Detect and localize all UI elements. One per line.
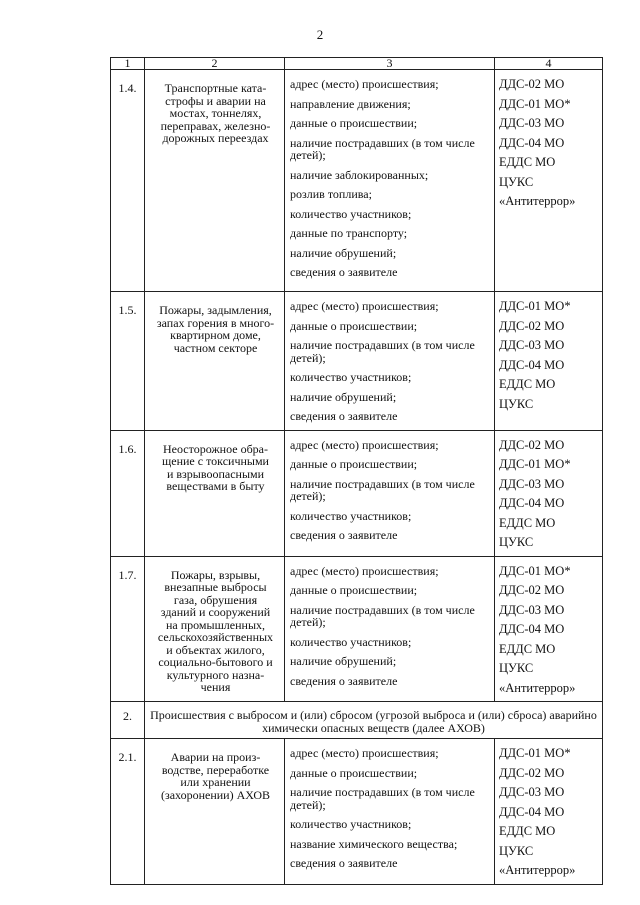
- service-item: ДДС-01 МО*: [499, 746, 571, 760]
- incident-name-line: запах горения в много-: [156, 315, 275, 330]
- incident-name-line: и взрывоопасными: [166, 466, 265, 481]
- row-number: 1.6.: [111, 430, 145, 556]
- service-item: ДДС-02 МО: [499, 765, 565, 780]
- incident-name-line: (захоронении) АХОВ: [160, 787, 270, 802]
- incident-name-line: Транспортные ката-: [164, 81, 267, 95]
- incident-name-line: переправах, железно-: [160, 118, 271, 133]
- incident-name-line: дорожных переездах: [162, 131, 269, 145]
- incident-name-line: социально-бытового и: [158, 655, 273, 669]
- incident-name-line: щение с токсичными: [162, 454, 269, 468]
- info-item: направление движения;: [290, 96, 411, 111]
- info-item: сведения о заявителе: [290, 409, 398, 423]
- incident-name-line: Неосторожное обра-: [162, 441, 269, 456]
- required-info: [285, 430, 495, 556]
- info-item: наличие пострадавших (в том числе детей);: [290, 785, 475, 812]
- service-item: «Антитеррор»: [499, 863, 576, 877]
- required-info: [285, 292, 495, 431]
- incident-name-line: на промышленных,: [165, 617, 266, 632]
- section-row: [111, 702, 603, 739]
- service-item: ЕДДС МО: [499, 824, 556, 838]
- service-item: ДДС-04 МО: [499, 496, 565, 510]
- incident-name: [145, 292, 285, 431]
- row-number: 1.5.: [111, 292, 145, 431]
- incident-name-line: культурного назна-: [166, 667, 265, 682]
- responsible-services: [495, 556, 603, 702]
- service-item: ЦУКС: [499, 396, 534, 411]
- info-item: данные о происшествии;: [290, 583, 418, 597]
- service-item: ДДС-02 МО: [499, 583, 565, 597]
- incident-name: [145, 70, 285, 292]
- responsible-services: [495, 292, 603, 431]
- service-item: ДДС-03 МО: [499, 338, 565, 352]
- info-item: данные о происшествии;: [290, 457, 418, 471]
- service-item: ДДС-02 МО: [499, 77, 565, 91]
- incident-name-line: чения: [200, 680, 231, 694]
- service-item: ДДС-01 МО*: [499, 563, 571, 578]
- info-item: сведения о заявителе: [290, 856, 398, 870]
- table-row: [111, 292, 603, 431]
- info-item: наличие обрушений;: [290, 654, 397, 668]
- service-item: ДДС-04 МО: [499, 622, 565, 636]
- header-cell: 1: [111, 58, 145, 70]
- service-item: ЕДДС МО: [499, 515, 556, 530]
- info-item: сведения о заявителе: [290, 265, 398, 279]
- info-item: наличие пострадавших (в том числе детей);: [290, 476, 475, 503]
- header-cell: 4: [495, 58, 603, 70]
- service-item: ДДС-01 МО*: [499, 96, 571, 111]
- incident-name-line: Аварии на произ-: [170, 750, 261, 764]
- info-item: сведения о заявителе: [290, 673, 398, 688]
- service-item: «Антитеррор»: [499, 194, 576, 208]
- table-row: [111, 739, 603, 885]
- incident-name-line: или хранении: [180, 775, 251, 789]
- info-item: название химического вещества;: [290, 836, 458, 851]
- info-item: адрес (место) происшествия;: [290, 746, 439, 760]
- service-item: ДДС-02 МО: [499, 437, 565, 452]
- service-item: ЕДДС МО: [499, 377, 556, 391]
- required-info: [285, 739, 495, 885]
- info-item: сведения о заявителе: [290, 528, 398, 542]
- info-item: наличие обрушений;: [290, 389, 397, 404]
- service-item: ДДС-01 МО*: [499, 299, 571, 313]
- info-item: розлив топлива;: [290, 187, 372, 201]
- table-body-top: [111, 70, 603, 702]
- info-item: наличие пострадавших (в том числе детей);: [290, 135, 475, 162]
- incident-name: [145, 739, 285, 885]
- table-row: [111, 556, 603, 702]
- info-item: адрес (место) происшествия;: [290, 77, 439, 91]
- info-item: наличие обрушений;: [290, 245, 397, 260]
- incident-name-line: Пожары, взрывы,: [170, 567, 261, 582]
- info-item: количество участников;: [290, 634, 412, 649]
- service-item: ДДС-01 МО*: [499, 457, 571, 471]
- responsible-services: [495, 430, 603, 556]
- incident-table: [110, 57, 603, 885]
- incident-name-line: Пожары, задымления,: [159, 303, 272, 317]
- incident-name-line: веществами в быту: [166, 479, 265, 493]
- info-item: адрес (место) происшествия;: [290, 299, 439, 313]
- responsible-services: [495, 739, 603, 885]
- service-item: ЕДДС МО: [499, 155, 556, 169]
- service-item: ДДС-02 МО: [499, 318, 565, 333]
- header-cell: 3: [285, 58, 495, 70]
- section-title: Происшествия с выбросом и (или) сбросом (угрозой выброса и (или) сброса) аварийно химически опасных веществ (далее АХОВ): [145, 702, 603, 739]
- incident-name-line: зданий и сооружений: [160, 605, 271, 619]
- info-item: количество участников;: [290, 370, 412, 384]
- incident-name-line: строфы и аварии на: [165, 93, 266, 108]
- service-item: ДДС-03 МО: [499, 116, 565, 130]
- row-number: 1.7.: [111, 556, 145, 702]
- incident-name-line: внезапные выбросы: [164, 580, 267, 594]
- table-body-bottom: [111, 739, 603, 885]
- row-number: 1.4.: [111, 70, 145, 292]
- info-item: количество участников;: [290, 508, 412, 523]
- header-cell: 2: [145, 58, 285, 70]
- service-item: ДДС-03 МО: [499, 602, 565, 617]
- service-item: ДДС-04 МО: [499, 357, 565, 372]
- required-info: [285, 70, 495, 292]
- incident-name-line: мостах, тоннелях,: [169, 106, 262, 120]
- page-number: 2: [316, 27, 324, 42]
- incident-name: [145, 556, 285, 702]
- table-row: [111, 430, 603, 556]
- info-item: наличие заблокированных;: [290, 167, 429, 182]
- info-item: адрес (место) происшествия;: [290, 563, 439, 578]
- table-row: [111, 70, 603, 292]
- info-item: данные о происшествии;: [290, 765, 418, 780]
- responsible-services: [495, 70, 603, 292]
- section-number: 2.: [111, 702, 145, 739]
- incident-name-line: и объектах жилого,: [166, 642, 265, 657]
- info-item: данные о происшествии;: [290, 116, 418, 130]
- service-item: ДДС-03 МО: [499, 476, 565, 491]
- incident-name: [145, 430, 285, 556]
- service-item: ЦУКС: [499, 661, 534, 675]
- row-number: 2.1.: [111, 739, 145, 885]
- info-item: наличие пострадавших (в том числе детей);: [290, 338, 475, 365]
- service-item: «Антитеррор»: [499, 680, 576, 695]
- incident-name-line: водстве, переработке: [161, 762, 270, 777]
- service-item: ЕДДС МО: [499, 641, 556, 656]
- table-header-row: [111, 58, 603, 70]
- info-item: количество участников;: [290, 817, 412, 831]
- service-item: ЦУКС: [499, 535, 534, 549]
- info-item: данные по транспорту;: [290, 226, 408, 240]
- service-item: ДДС-04 МО: [499, 135, 565, 150]
- service-item: ЦУКС: [499, 174, 534, 189]
- service-item: ДДС-03 МО: [499, 785, 565, 799]
- incident-name-line: частном секторе: [173, 340, 258, 355]
- required-info: [285, 556, 495, 702]
- service-item: ЦУКС: [499, 843, 534, 858]
- incident-name-line: газа, обрушения: [173, 592, 258, 607]
- info-item: наличие пострадавших (в том числе детей);: [290, 602, 475, 629]
- info-item: данные о происшествии;: [290, 318, 418, 333]
- info-item: количество участников;: [290, 206, 412, 221]
- incident-name-line: сельскохозяйственных: [157, 630, 274, 644]
- incident-name-line: квартирном доме,: [170, 328, 261, 342]
- service-item: ДДС-04 МО: [499, 804, 565, 819]
- info-item: адрес (место) происшествия;: [290, 437, 439, 452]
